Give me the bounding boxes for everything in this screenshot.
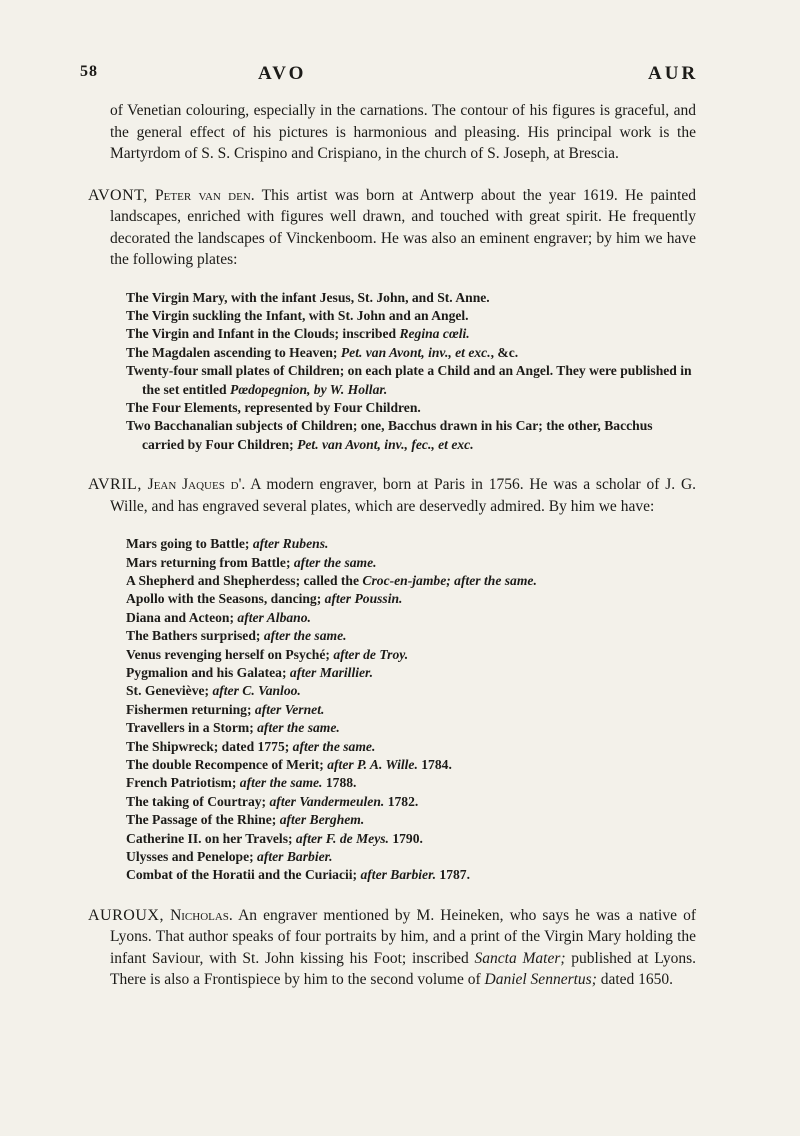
plates-list-avont bbox=[88, 289, 696, 455]
list-item: A Shepherd and Shepherdess; called the Croc-en-jambe; after the same. bbox=[126, 572, 537, 588]
list-item: Ulysses and Penelope; after Barbier. bbox=[126, 849, 333, 865]
list-item: The Bathers surprised; after the same. bbox=[126, 628, 347, 644]
entry-text: An engraver mentioned by M. Heineken, who says he was a native of Lyons. That author speaks of four portraits by him, and a print of the Virgin Mary holding the infant Saviour, with St. John kissing his Foot; inscribed bbox=[110, 906, 697, 967]
list-item: Venus revenging herself on Psyché; after de Troy. bbox=[126, 646, 409, 662]
list-item: The double Recompence of Merit; after P. A. Wille. 1784. bbox=[126, 757, 452, 773]
list-item: The Virgin Mary, with the infant Jesus, St. John, and St. Anne. bbox=[126, 289, 490, 305]
list-item: Two Bacchanalian subjects of Children; one, Bacchus drawn in his Car; the other, Bacchus carried by Four Children; Pet. van Avont, inv., fec., et exc. bbox=[126, 418, 653, 452]
list-item: Catherine II. on her Travels; after F. de Meys. 1790. bbox=[126, 830, 423, 846]
list-item: The Shipwreck; dated 1775; after the same. bbox=[126, 738, 376, 754]
list-item: Pygmalion and his Galatea; after Marillier. bbox=[126, 665, 373, 680]
list-item: Travellers in a Storm; after the same. bbox=[126, 720, 340, 736]
list-item: Combat of the Horatii and the Curiacii; after Barbier. 1787. bbox=[126, 867, 470, 883]
header-right-word: AUR bbox=[648, 63, 699, 84]
entry-italic: Daniel Sennertus; bbox=[484, 971, 597, 989]
running-header bbox=[80, 63, 700, 93]
list-item: Diana and Acteon; after Albano. bbox=[126, 609, 311, 625]
page-body bbox=[88, 100, 696, 1011]
page-number: 58 bbox=[80, 63, 98, 80]
entry-surname: AVRIL, bbox=[88, 476, 142, 494]
list-item: The taking of Courtray; after Vandermeulen. 1782. bbox=[126, 793, 419, 809]
list-item: Mars returning from Battle; after the same. bbox=[126, 554, 377, 570]
entry-given-name: Jean Jaques d'. bbox=[147, 476, 246, 494]
list-item: The Four Elements, represented by Four Children. bbox=[126, 399, 421, 415]
entry-text: This artist was born at Antwerp about the year 1619. He painted landscapes, enriched with figures well drawn, and touched with great spirit. He frequently decorated the landscapes of Vinckenboom. He was also an eminent engraver; by him we have the following plates: bbox=[110, 186, 697, 268]
list-item: The Magdalen ascending to Heaven; Pet. van Avont, inv., et exc., &c. bbox=[126, 344, 519, 360]
entry-avont bbox=[88, 185, 696, 271]
entry-surname: AUROUX, bbox=[88, 906, 164, 924]
entry-italic: Sancta Mater; bbox=[474, 949, 566, 967]
list-item: St. Geneviève; after C. Vanloo. bbox=[126, 683, 301, 699]
header-left-word: AVO bbox=[258, 63, 307, 84]
entry-text: dated 1650. bbox=[596, 971, 674, 989]
entry-auroux bbox=[88, 905, 696, 991]
list-item: French Patriotism; after the same. 1788. bbox=[126, 775, 357, 791]
list-item: The Virgin and Infant in the Clouds; inscribed Regina cœli. bbox=[126, 326, 470, 342]
entry-given-name: Nicholas. bbox=[170, 906, 233, 924]
list-item: Twenty-four small plates of Children; on each plate a Child and an Angel. They were published in the set entitled Pœdopegnion, by W. Hollar. bbox=[126, 363, 692, 397]
list-item: Mars going to Battle; after Rubens. bbox=[126, 536, 329, 552]
entry-given-name: Peter van den. bbox=[155, 186, 255, 204]
plates-list-avril bbox=[88, 535, 696, 885]
list-item: The Passage of the Rhine; after Berghem. bbox=[126, 812, 365, 828]
entry-text: published at Lyons. There is also a Frontispiece by him to the second volume of bbox=[110, 949, 696, 989]
list-item: The Virgin suckling the Infant, with St. John and an Angel. bbox=[126, 307, 469, 323]
entry-avril bbox=[88, 474, 696, 517]
list-item: Fishermen returning; after Vernet. bbox=[126, 701, 325, 717]
list-item: Apollo with the Seasons, dancing; after Poussin. bbox=[126, 591, 403, 607]
entry-surname: AVONT, bbox=[88, 186, 148, 204]
entry-text: A modern engraver, born at Paris in 1756. He was a scholar of J. G. Wille, and has engraved several plates, which are deservedly admired. By him we have: bbox=[110, 476, 697, 515]
continuation-paragraph: of Venetian colouring, especially in the carnations. The contour of his figures is graceful, and the general effect of his pictures is harmonious and pleasing. His principal work is the Martyrdom of S. S. Crispino and Crispiano, in the church of S. Joseph, at Brescia. bbox=[110, 102, 696, 162]
